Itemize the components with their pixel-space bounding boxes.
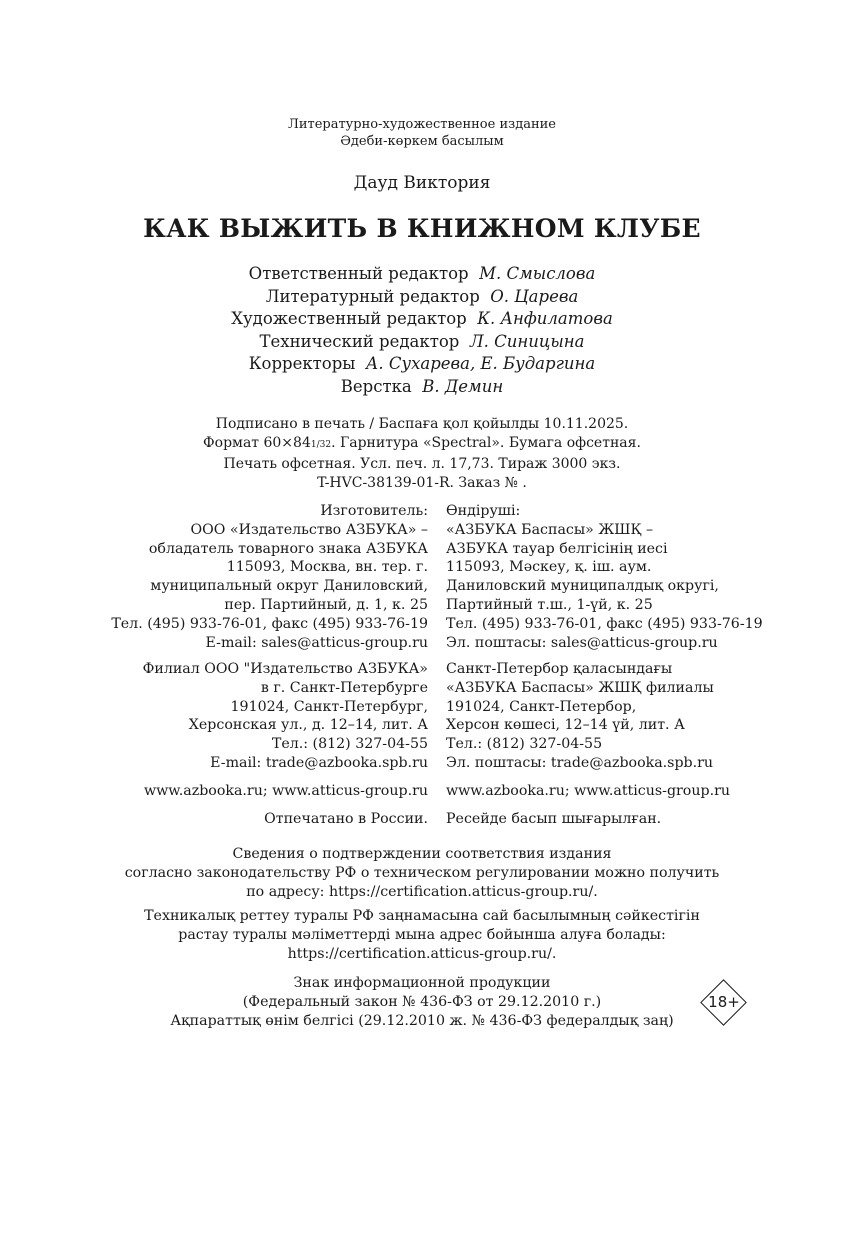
branch-ru: Филиал ООО "Издательство АЗБУКА» в г. Санкт-Петербурге 191024, Санкт-Петербург, Херсонская ул., д. 12–14, лит. А Тел.: (812) 327-04-55 E-mail: trade@azbooka.spb.ru <box>142 661 428 771</box>
certification-kz: Техникалық реттеу туралы РФ заңнамасына сай басылымның сәйкестігін растау туралы мәліметтерді мына адрес бойынша алуға болады: https://certification.atticus-group.ru/. <box>144 908 700 962</box>
manufacturer-ru: Изготовитель: ООО «Издательство АЗБУКА» – обладатель товарного знака АЗБУКА 115093, Москва, вн. тер. г. муниципальный округ Даниловский, пер. Партийный, д. 1, к. 25 Тел. (495) 933-76-01, факс (495) 933-76-19 E-mail: sales@atticus-group.ru <box>111 503 428 651</box>
manufacturer-kz: Өндіруші: «АЗБУКА Баспасы» ЖШҚ – АЗБУКА тауар белгісінің иесі 115093, Мәскеу, қ. іш. аум. Даниловский муниципалдық округі, Партийный т.ш., 1-үй, к. 25 Тел. (495) 933-76-01, факс (495) 933-76-19 Эл. поштасы: sales@atticus-group.ru <box>446 503 763 651</box>
edition-type <box>0 116 844 150</box>
age-rating-text: 18+ <box>708 993 740 1011</box>
author-name: Дауд Виктория <box>353 173 491 193</box>
credit-line: Литературный редактор О. Царева <box>265 286 579 306</box>
credit-line: Ответственный редактор М. Смыслова <box>248 264 596 283</box>
edition-type-kz: Әдеби-көркем басылым <box>340 134 504 149</box>
websites-kz: www.azbooka.ru; www.atticus-group.ru <box>446 783 730 799</box>
print-line: Печать офсетная. Усл. печ. л. 17,73. Тираж 3000 экз. <box>223 456 621 472</box>
signed-date: Подписано в печать / Баспаға қол қойылды 10.11.2025. <box>215 416 629 432</box>
credits-block <box>0 263 844 399</box>
order-line: T-HVC-38139-01-R. Заказ № . <box>317 475 527 491</box>
printed-in-kz: Ресейде басып шығарылған. <box>446 811 662 827</box>
info-product-sign: Знак информационной продукции (Федеральный закон № 436-ФЗ от 29.12.2010 г.) Ақпараттық өнім белгісі (29.12.2010 ж. № 436-ФЗ федералдық заң) <box>170 975 674 1029</box>
credit-line: Верстка В. Демин <box>340 376 504 396</box>
credit-line: Художественный редактор К. Анфилатова <box>231 309 613 329</box>
credit-line: Корректоры А. Сухарева, Е. Бударгина <box>248 354 596 374</box>
book-title: КАК ВЫЖИТЬ В КНИЖНОМ КЛУБЕ <box>143 214 701 243</box>
certification-ru: Сведения о подтверждении соответствия издания согласно законодательству РФ о техническом регулировании можно получить по адресу: https://certification.atticus-group.ru/. <box>124 846 720 900</box>
age-rating-badge <box>700 979 748 1027</box>
publication-info <box>0 415 844 493</box>
branch-kz: Санкт-Петербор қаласындағы «АЗБУКА Баспасы» ЖШҚ филиалы 191024, Санкт-Петербор, Херсон көшесі, 12–14 үй, лит. А Тел.: (812) 327-04-55 Эл. поштасы: trade@azbooka.spb.ru <box>446 661 714 771</box>
printed-in-ru: Отпечатано в России. <box>264 811 428 827</box>
format-line: Формат 60×841/32. Гарнитура «Spectral». Бумага офсетная. <box>203 435 641 451</box>
edition-type-ru: Литературно-художественное издание <box>288 117 556 132</box>
websites-ru: www.azbooka.ru; www.atticus-group.ru <box>144 783 428 799</box>
credit-line: Технический редактор Л. Синицына <box>259 331 585 351</box>
